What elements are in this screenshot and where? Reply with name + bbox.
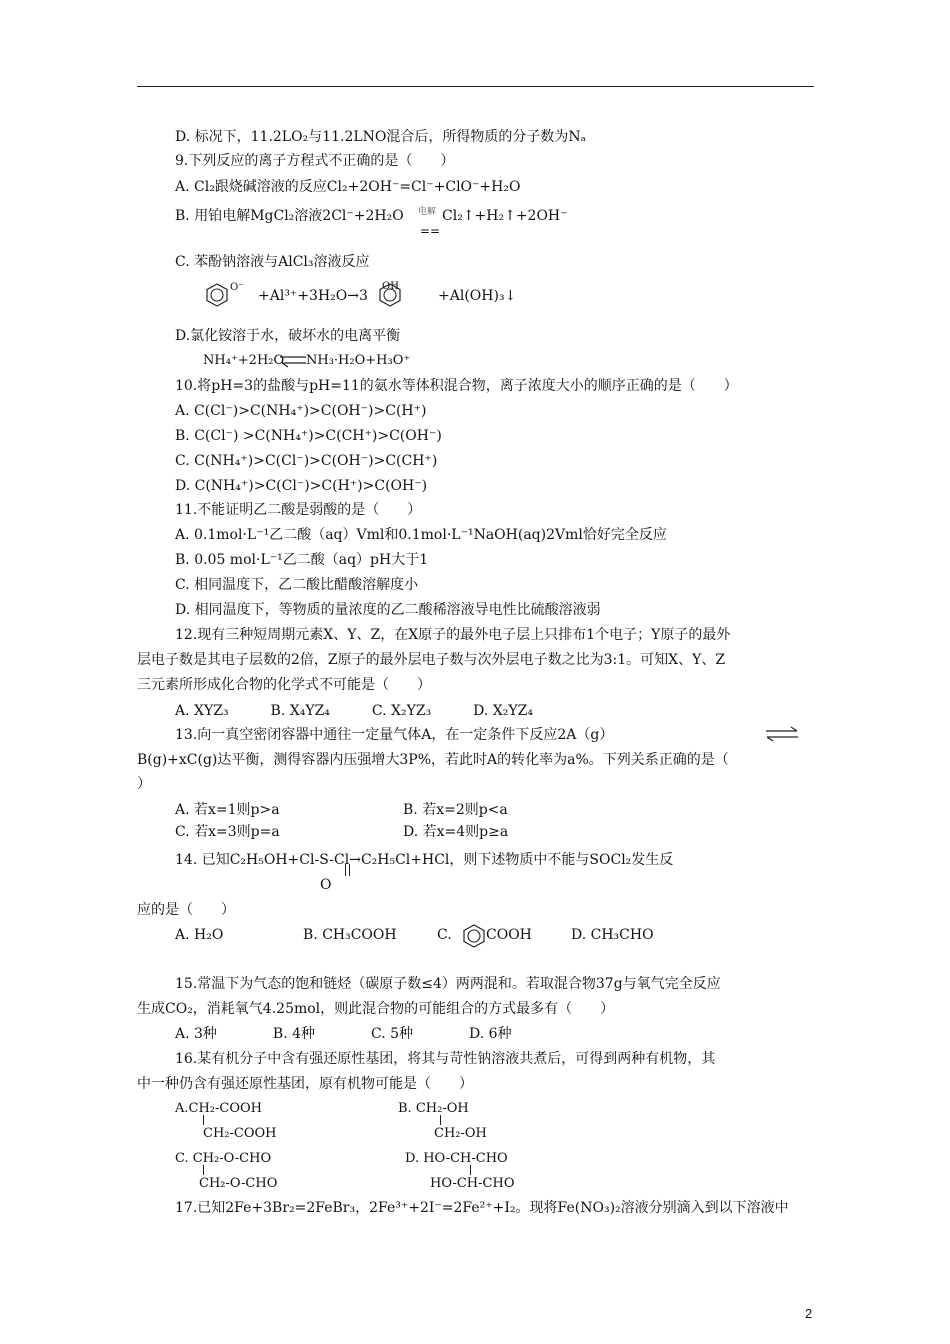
q12-stem-line1: 12.现有三种短周期元素X、Y、Z，在X原子的最外电子层上只排布1个电子；Y原子的最外 bbox=[175, 627, 731, 643]
bond-line bbox=[440, 1115, 441, 1125]
q9-option-d: D.氯化铵溶于水，破坏水的电离平衡 bbox=[175, 328, 401, 344]
q14-option-b: B. CH₃COOH bbox=[303, 927, 397, 943]
q13-option-b: B. 若x=2则p<a bbox=[403, 802, 508, 818]
reversible-arrow-icon bbox=[764, 726, 800, 742]
q8-option-d: D. 标况下，11.2LO₂与11.2LNO混合后，所得物质的分子数为Nₐ bbox=[175, 129, 587, 145]
q10-option-c: C. C(NH₄⁺)>C(Cl⁻)>C(OH⁻)>C(CH⁺) bbox=[175, 453, 438, 469]
q10-option-a: A. C(Cl⁻)>C(NH₄⁺)>C(OH⁻)>C(H⁺) bbox=[175, 403, 427, 419]
q16-stem-line2: 中一种仍含有强还原性基团，原有机物可能是（ ） bbox=[137, 1076, 473, 1092]
q9b-products: Cl₂↑+H₂↑+2OH⁻ bbox=[442, 208, 568, 224]
q11-option-c: C. 相同温度下，乙二酸比醋酸溶解度小 bbox=[175, 577, 419, 593]
q12-stem-line2: 层电子数是其电子层数的2倍，Z原子的最外层电子数与次外层电子数之比为3:1。可知X、Y、Z bbox=[137, 652, 726, 668]
q13-option-a: A. 若x=1则p>a bbox=[175, 802, 280, 818]
q11-option-d: D. 相同温度下，等物质的量浓度的乙二酸稀溶液导电性比硫酸溶液弱 bbox=[175, 602, 601, 618]
q14-option-a: A. H₂O bbox=[175, 927, 224, 943]
q14-option-c-group: COOH bbox=[486, 927, 532, 943]
q10-option-b: B. C(Cl⁻) >C(NH₄⁺)>C(CH⁺)>C(OH⁻) bbox=[175, 428, 442, 444]
q9-option-b: B. 用铂电解MgCl₂溶液2Cl⁻+2H₂O bbox=[175, 208, 404, 224]
q16-option-a-line1: A.CH₂-COOH bbox=[175, 1101, 263, 1116]
q12-options: A. XYZ₃ B. X₄YZ₄ C. X₂YZ₃ D. X₂YZ₄ bbox=[175, 703, 533, 719]
q9-stem: 9.下列反应的离子方程式不正确的是（ ） bbox=[175, 153, 455, 169]
q13-option-c: C. 若x=3则p=a bbox=[175, 824, 280, 840]
header-rule bbox=[137, 86, 814, 87]
q9-option-a: A. Cl₂跟烧碱溶液的反应Cl₂+2OH⁻=Cl⁻+ClO⁻+H₂O bbox=[175, 179, 521, 195]
q14-option-c: C. bbox=[437, 927, 452, 943]
q16-option-b-line2: CH₂-OH bbox=[434, 1126, 487, 1141]
q9c-middle: +Al³⁺+3H₂O→3 bbox=[258, 288, 368, 304]
q11-option-b: B. 0.05 mol·L⁻¹乙二酸（aq）pH大于1 bbox=[175, 552, 429, 568]
q16-option-d-line1: D. HO-CH-CHO bbox=[405, 1151, 508, 1166]
q16-option-c-line1: C. CH₂-O-CHO bbox=[175, 1151, 272, 1166]
q16-option-d-line2: HO-CH-CHO bbox=[430, 1176, 515, 1191]
q15-stem-line2: 生成CO₂，消耗氧气4.25mol，则此混合物的可能组合的方式最多有（ ） bbox=[137, 1001, 615, 1017]
q14-oxygen-label: O bbox=[320, 877, 332, 893]
bond-line bbox=[470, 1165, 471, 1175]
q9-option-c: C. 苯酚钠溶液与AlCl₃溶液反应 bbox=[175, 254, 370, 270]
q13-option-d: D. 若x=4则p≥a bbox=[403, 824, 509, 840]
q9c-hydroxyl-label: OH bbox=[382, 281, 399, 292]
q16-option-c-line2: CH₂-O-CHO bbox=[199, 1176, 278, 1191]
q9d-reactants: NH₄⁺+2H₂O bbox=[203, 353, 285, 368]
q14-stem-line2: 应的是（ ） bbox=[137, 902, 235, 918]
q13-stem-line1: 13.向一真空密闭容器中通往一定量气体A，在一定条件下反应2A（g） bbox=[175, 727, 614, 743]
double-bond-line bbox=[345, 864, 346, 876]
q9b-electrolysis-label: 电解 bbox=[418, 207, 437, 217]
benzene-ring-icon bbox=[205, 283, 229, 307]
q15-options: A. 3种 B. 4种 C. 5种 D. 6种 bbox=[175, 1026, 512, 1042]
page-number: 2 bbox=[805, 1306, 813, 1321]
q9c-product: +Al(OH)₃↓ bbox=[438, 288, 517, 304]
q17-stem: 17.已知2Fe+3Br₂=2FeBr₃，2Fe³⁺+2I⁻=2Fe²⁺+I₂。现将Fe(NO₃)₂溶液分别滴入到以下溶液中 bbox=[175, 1200, 789, 1216]
q14-stem-line1: 14. 已知C₂H₅OH+Cl-S-Cl→C₂H₅Cl+HCl，则下述物质中不能与SOCl₂发生反 bbox=[175, 852, 674, 868]
double-bond-line bbox=[349, 864, 350, 876]
q9b-double-equal: == bbox=[420, 224, 441, 238]
q16-option-b-line1: B. CH₂-OH bbox=[398, 1101, 469, 1116]
q14-option-d: D. CH₃CHO bbox=[571, 927, 654, 943]
bond-line bbox=[203, 1165, 204, 1175]
benzene-ring-icon bbox=[462, 924, 486, 948]
q9c-phenolate-label: O⁻ bbox=[230, 282, 244, 293]
q16-stem-line1: 16.某有机分子中含有强还原性基团，将其与苛性钠溶液共煮后，可得到两种有机物，其 bbox=[175, 1051, 716, 1067]
q13-stem-line3: ） bbox=[137, 776, 151, 792]
q9d-products: NH₃·H₂O+H₃O⁺ bbox=[306, 353, 411, 368]
q16-option-a-line2: CH₂-COOH bbox=[203, 1126, 277, 1141]
q10-option-d: D. C(NH₄⁺)>C(Cl⁻)>C(H⁺)>C(OH⁻) bbox=[175, 478, 428, 494]
q11-option-a: A. 0.1mol·L⁻¹乙二酸（aq）Vml和0.1mol·L⁻¹NaOH(aq)2Vml恰好完全反应 bbox=[175, 527, 667, 543]
q10-stem: 10.将pH=3的盐酸与pH=11的氨水等体积混合物，离子浓度大小的顺序正确的是（ ） bbox=[175, 378, 738, 394]
q15-stem-line1: 15.常温下为气态的饱和链烃（碳原子数≤4）两两混和。若取混合物37g与氧气完全反应 bbox=[175, 976, 721, 992]
bond-line bbox=[203, 1115, 204, 1125]
q13-stem-line2: B(g)+xC(g)达平衡，测得容器内压强增大3P%，若此时A的转化率为a%。下列关系正确的是（ bbox=[137, 752, 729, 768]
q12-stem-line3: 三元素所形成化合物的化学式不可能是（ ） bbox=[137, 677, 431, 693]
q11-stem: 11.不能证明乙二酸是弱酸的是（ ） bbox=[175, 502, 422, 518]
